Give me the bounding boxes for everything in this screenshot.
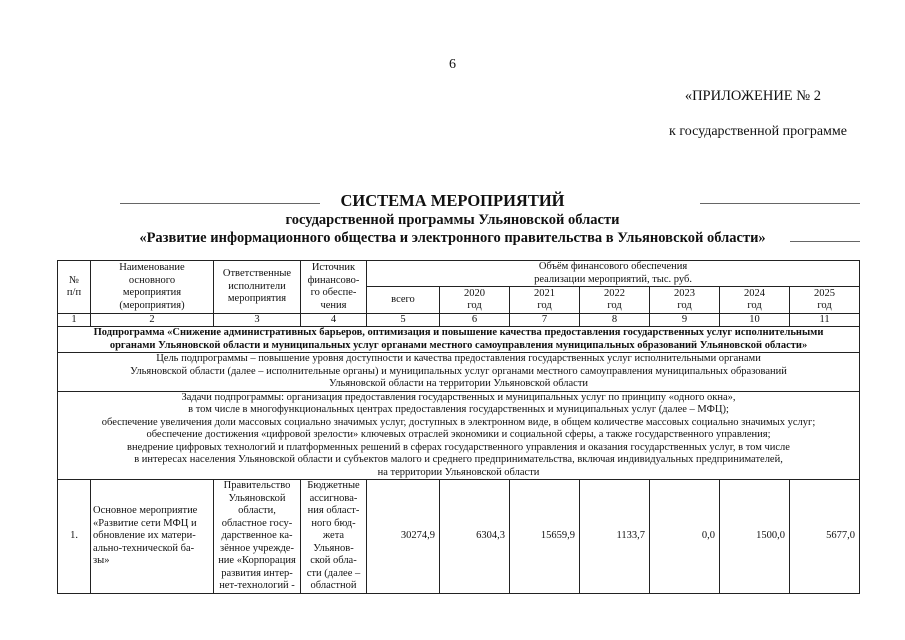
row-value-2023: 0,0 [650,480,720,594]
row-source: Бюджетные ассигнова- ния област- ного бюд- жета Ульянов- ской обла- сти (далее – областной [301,480,367,594]
header-year-2025: 2025 год [790,287,860,314]
col-number: 3 [214,314,301,327]
column-number-row [58,314,860,327]
header-year-2021: 2021 год [510,287,580,314]
col-number: 10 [720,314,790,327]
header-total: всего [367,287,440,314]
header-name: Наименование основного мероприятия (мероприятия) [91,261,214,314]
header-year-2020: 2020 год [440,287,510,314]
subprogram-tasks: Задачи подпрограммы: организация предоставления государственных и муниципальных услуг по принципу «одного окна», в том числе в многофункциональных центрах предоставления государственных и муниципальных услуг (далее – МФЦ); обеспечение увеличения доли массовых социально значимых услуг, доступных в электронном виде, в общем количестве массовых социально значимых услуг; обеспечение достижения «цифровой зрелости» ключевых отраслей экономики и социальной сферы, а также государственного управления; внедрение цифровых технологий и платформенных решений в сферах государственного управления и оказания государственных услуг, в том числе в интересах населения Ульяновской области и субъектов малого и среднего предпринимательства, включая индивидуальных предпринимателей, на территории Ульяновской области [58,391,860,480]
page-number: 6 [449,57,456,72]
row-total: 30274,9 [367,480,440,594]
row-value-2021: 15659,9 [510,480,580,594]
measures-table [57,260,860,594]
col-number: 2 [91,314,214,327]
header-year-2023: 2023 год [650,287,720,314]
title-line-3: «Развитие информационного общества и электронного правительства в Ульяновской области» [139,230,766,246]
subprogram-goal: Цель подпрограммы – повышение уровня доступности и качества предоставления государственных услуг исполнительными органами Ульяновской области (далее – исполнительные органы) и муниципальных услуг органами местного самоуправления муниципальных образований Ульяновской области на территории Ульяновской области [58,353,860,392]
col-number: 9 [650,314,720,327]
row-value-2020: 6304,3 [440,480,510,594]
col-number: 7 [510,314,580,327]
header-executor: Ответственные исполнители мероприятия [214,261,301,314]
table-row [58,480,860,594]
row-name: Основное мероприятие «Развитие сети МФЦ и обновление их матери- ально-технической ба- зы» [91,480,214,594]
scan-rule-right [700,203,860,204]
header-num: № п/п [58,261,91,314]
title-main: СИСТЕМА МЕРОПРИЯТИЙ [340,191,565,210]
col-number: 8 [580,314,650,327]
col-number: 4 [301,314,367,327]
scan-rule-upper [120,203,320,204]
col-number: 11 [790,314,860,327]
title-line-2: государственной программы Ульяновской области [285,212,620,228]
header-year-2024: 2024 год [720,287,790,314]
row-num: 1. [58,480,91,594]
row-executor: Правительство Ульяновской области, областное госу- дарственное ка- зённое учрежде- ние «Корпорация развития интер- нет-технологий - [214,480,301,594]
subprogram-title: Подпрограмма «Снижение административных барьеров, оптимизация и повышение качества предоставления государственных услуг исполнительными органами Ульяновской области и муниципальных услуг органами местного самоуправления муниципальных образований Ульяновской области» [58,327,860,353]
document-title [0,190,905,247]
col-number: 5 [367,314,440,327]
col-number: 1 [58,314,91,327]
header-source: Источник финансово- го обеспе- чения [301,261,367,314]
appendix-title: «ПРИЛОЖЕНИЕ № 2 [684,88,821,104]
row-value-2024: 1500,0 [720,480,790,594]
header-year-2022: 2022 год [580,287,650,314]
row-value-2022: 1133,7 [580,480,650,594]
row-value-2025: 5677,0 [790,480,860,594]
col-number: 6 [440,314,510,327]
appendix-subtitle: к государственной программе [669,124,847,139]
scan-rule-lower [790,241,860,242]
header-volume: Объём финансового обеспечения реализации мероприятий, тыс. руб. [367,261,860,287]
